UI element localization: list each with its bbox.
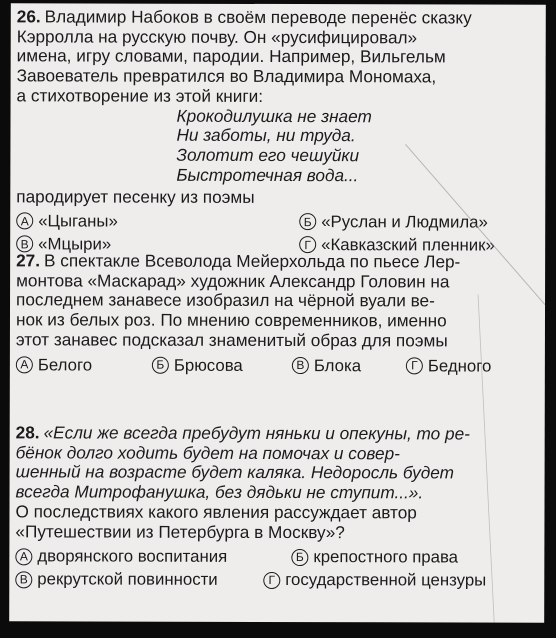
option-b[interactable] bbox=[299, 212, 488, 232]
poem-line: Крокодилушка не знает bbox=[176, 105, 372, 126]
option-v[interactable] bbox=[15, 570, 217, 590]
scanned-page bbox=[9, 3, 546, 622]
option-g[interactable] bbox=[406, 356, 492, 376]
option-b-marker: Б bbox=[299, 213, 316, 230]
option-a-label: Белого bbox=[37, 354, 93, 375]
option-b-label: крепостного права bbox=[313, 547, 459, 567]
quote-line: бёнок долго ходить будет на помочах и совер- bbox=[15, 442, 400, 464]
text-line: имена, игру словами, пародии. Например, Вильгельм bbox=[16, 45, 446, 67]
question-number: 26. bbox=[16, 6, 41, 27]
text-line: нок из белых роз. По мнению современников, именно bbox=[15, 309, 447, 331]
option-v-marker: В bbox=[16, 236, 33, 253]
question-number: 27. bbox=[16, 250, 41, 271]
option-a-marker: А bbox=[15, 548, 32, 565]
option-v[interactable] bbox=[292, 356, 361, 376]
poem-line: Ни заботы, ни труда. bbox=[176, 124, 356, 146]
option-g-marker: Г bbox=[263, 572, 280, 589]
answer-row bbox=[16, 355, 537, 379]
answer-row bbox=[15, 570, 536, 594]
text-line: последнем занавесе изобразил на чёрной вуали ве- bbox=[16, 289, 435, 311]
option-g-marker: Г bbox=[406, 357, 423, 374]
option-v-label: рекрутской повинности bbox=[37, 569, 218, 590]
text-line: «Путешествии из Петербурга в Москву»? bbox=[15, 520, 345, 542]
option-a[interactable] bbox=[16, 211, 118, 231]
quote-line: шенный на возрасте будет каляка. Недоросль будет bbox=[15, 461, 454, 483]
option-g-label: государственной цензуры bbox=[285, 570, 487, 590]
text-line: Владимир Набоков в своём переводе перенёс сказку bbox=[44, 6, 472, 28]
option-v-label: «Мцыри» bbox=[38, 234, 112, 254]
question-26-lead: пародирует песенку из поэмы bbox=[16, 186, 255, 208]
answer-row bbox=[15, 547, 536, 571]
text-line: монтова «Маскарад» художник Александр Головин на bbox=[16, 270, 450, 292]
option-g-label: «Кавказский пленник» bbox=[321, 235, 495, 255]
option-b-marker: Б bbox=[291, 549, 308, 566]
option-v-marker: В bbox=[292, 357, 309, 374]
option-g-label: Бедного bbox=[427, 355, 492, 376]
option-a-label: дворянского воспитания bbox=[37, 546, 228, 567]
option-b-label: «Руслан и Людмила» bbox=[321, 212, 488, 232]
option-v-label: Блока bbox=[313, 355, 362, 375]
text-line: Завоеватель превратился во Владимира Мономаха, bbox=[16, 65, 437, 87]
poem-line: Быстротечная вода... bbox=[176, 164, 359, 185]
option-b-marker: Б bbox=[152, 357, 169, 374]
option-a-label: «Цыганы» bbox=[38, 211, 118, 231]
text-line: а стихотворение из этой книги: bbox=[16, 85, 264, 106]
text-line: О последствиях какого явления рассуждает автор bbox=[15, 501, 417, 523]
question-26 bbox=[16, 7, 538, 258]
text-line: В спектакле Всеволода Мейерхольда по пьесе Лер- bbox=[44, 250, 461, 272]
option-a[interactable] bbox=[16, 355, 92, 375]
option-b[interactable] bbox=[152, 355, 243, 375]
option-a-marker: А bbox=[16, 356, 33, 373]
option-v-marker: В bbox=[15, 571, 32, 588]
poem-quote bbox=[176, 106, 537, 186]
question-28-text bbox=[15, 423, 536, 543]
text-line: Кэрролла на русскую почву. Он «русифицировал» bbox=[16, 26, 418, 48]
option-g[interactable] bbox=[263, 570, 486, 590]
quote-line: «Если же всегда пребудут няньки и опекуны, то ре- bbox=[43, 422, 470, 444]
option-b-label: Брюсова bbox=[173, 355, 243, 375]
text-line: этот занавес подсказал знаменитый образ для поэмы bbox=[15, 329, 448, 351]
option-b[interactable] bbox=[291, 547, 458, 567]
question-27 bbox=[16, 251, 537, 379]
poem-line: Золотит его чешуйки bbox=[176, 144, 360, 166]
option-a-marker: А bbox=[16, 213, 33, 230]
option-g-marker: Г bbox=[299, 236, 316, 253]
option-a[interactable] bbox=[15, 547, 227, 567]
quote-line: всегда Митрофанушка, без дядьки не ступит...». bbox=[15, 481, 424, 503]
question-27-text bbox=[16, 251, 537, 351]
question-28 bbox=[15, 423, 536, 594]
question-26-text bbox=[17, 7, 538, 107]
answer-row bbox=[16, 211, 537, 235]
question-number: 28. bbox=[15, 422, 40, 443]
